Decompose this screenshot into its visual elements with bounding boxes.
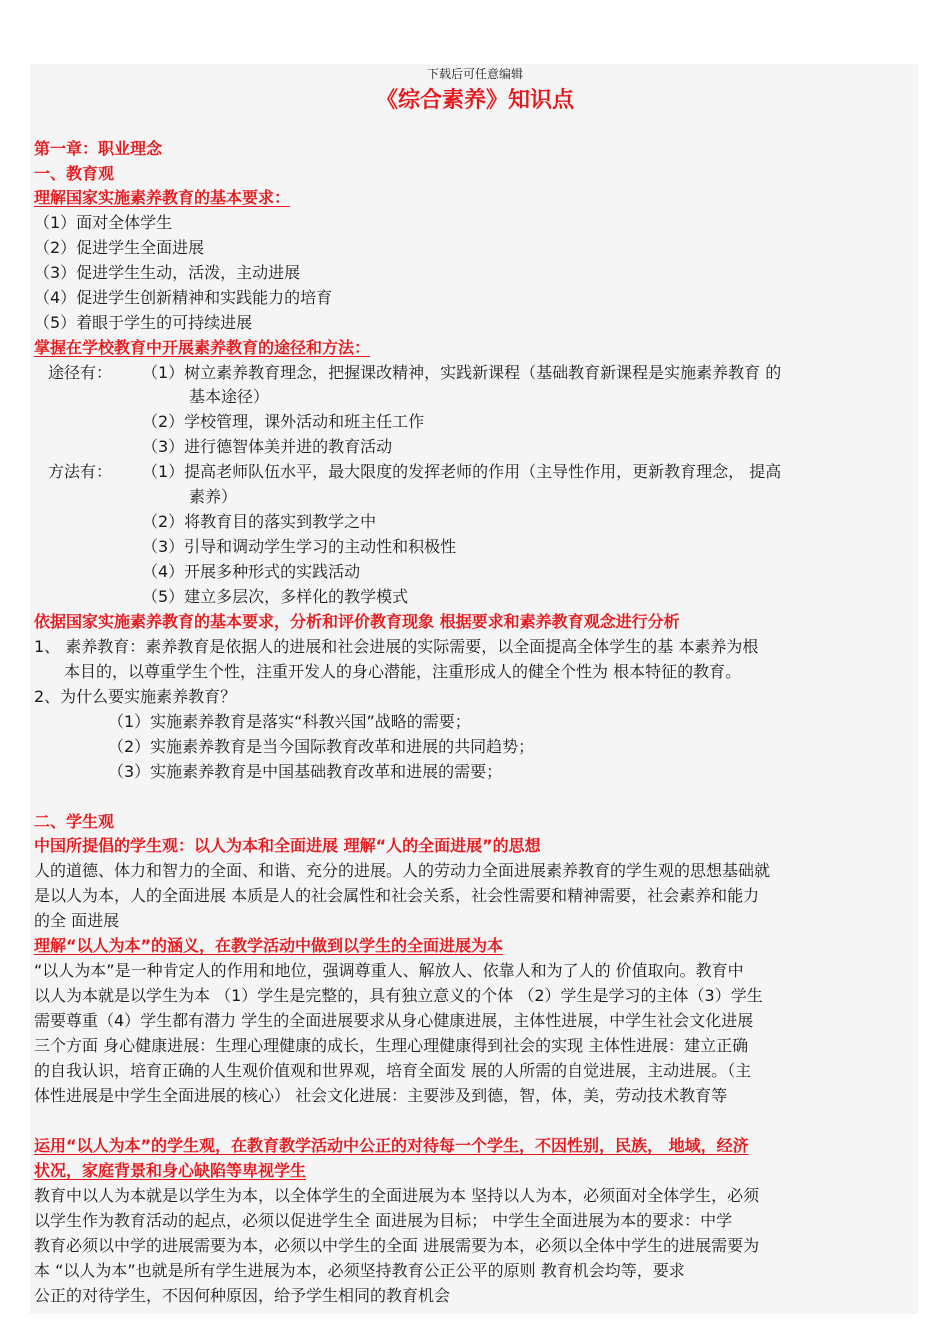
- list-item: （3）促进学生生动，活泼，主动进展: [34, 263, 301, 282]
- list-item: （1）实施素养教育是落实“科教兴国”战略的需要；: [108, 712, 471, 731]
- paragraph-line: 教育必须以中学的进展需要为本，必须以中学生的全面 进展需要为本，必须以全体中学生的进展需要为: [34, 1236, 760, 1255]
- paragraph-line: 公正的对待学生，不因何种原因，给予学生相同的教育机会: [34, 1286, 451, 1305]
- paragraph-line: 教育中以人为本就是以学生为本，以全体学生的全面进展为本 坚持以人为本，必须面对全体学生，必须: [34, 1186, 760, 1205]
- paragraph-line: “以人为本”是一种肯定人的作用和地位，强调尊重人、解放人、依靠人和为了人的 价值取向。教育中: [34, 961, 744, 980]
- paragraph-line: 1、 素养教育：素养教育是依据人的进展和社会进展的实际需要，以全面提高全体学生的基 本素养为根: [34, 637, 759, 656]
- list-item: （2）实施素养教育是当今国际教育改革和进展的共同趋势；: [108, 737, 535, 756]
- paragraph-line: 本 “以人为本”也就是所有学生进展为本，必须坚持教育公正公平的原则 教育机会均等，要求: [34, 1261, 685, 1280]
- paragraph-line: 需要尊重（4）学生都有潜力 学生的全面进展要求从身心健康进展，主体性进展，中学生社会文化进展: [34, 1011, 754, 1030]
- section-heading-student-view: 二、学生观: [34, 812, 115, 831]
- paragraph-line: 体性进展是中学生全面进展的核心） 社会文化进展：主要涉及到德，智，体，美，劳动技术教育等: [34, 1086, 728, 1105]
- paragraph-line: 本目的，以尊重学生个性，注重开发人的身心潜能，注重形成人的健全个性为 根本特征的教育。: [64, 662, 742, 681]
- subheading-basic-requirements: 理解国家实施素养教育的基本要求：: [34, 188, 291, 207]
- subheading-analysis: 依据国家实施素养教育的基本要求，分析和评价教育现象 根据要求和素养教育观念进行分析: [34, 612, 680, 631]
- subheading-fair-treatment-continued: 状况，家庭背景和身心缺陷等卑视学生: [34, 1161, 307, 1180]
- list-item-continued: 基本途径）: [189, 387, 270, 406]
- list-item: （3）实施素养教育是中国基础教育改革和进展的需要；: [108, 762, 503, 781]
- list-item: （5）建立多层次，多样化的教学模式: [142, 587, 409, 606]
- list-item-continued: 素养）: [189, 487, 238, 506]
- list-item: （2）将教育目的落实到教学之中: [142, 512, 377, 531]
- question-heading: 2、为什么要实施素养教育？: [34, 687, 237, 706]
- list-item: （1）树立素养教育理念，把握课改精神，实践新课程（基础教育新课程是实施素养教育 的: [142, 363, 782, 382]
- subheading-ways-methods: 掌握在学校教育中开展素养教育的途径和方法：: [34, 338, 371, 357]
- ways-label: 途径有：: [48, 363, 113, 382]
- paragraph-line: 人的道德、体力和智力的全面、和谐、充分的进展。人的劳动力全面进展素养教育的学生观的思想基础就: [34, 861, 771, 880]
- paragraph-line: 以人为本就是以学生为本 （1）学生是完整的，具有独立意义的个体 （2）学生是学习的主体（3）学生: [34, 986, 763, 1005]
- subheading-fair-treatment: 运用“以人为本”的学生观，在教育教学活动中公正的对待每一个学生，不因性别，民族， 地域，经济: [34, 1136, 749, 1155]
- paragraph-line: 三个方面 身心健康进展：生理心理健康的成长，生理心理健康得到社会的实现 主体性进展：建立正确: [34, 1036, 749, 1055]
- download-note: 下载后可任意编辑: [426, 67, 523, 81]
- subheading-people-oriented: 理解“以人为本”的涵义，在教学活动中做到以学生的全面进展为本: [34, 936, 504, 955]
- list-item: （1）提高老师队伍水平，最大限度的发挥老师的作用（主导性作用，更新教育理念， 提高: [142, 462, 782, 481]
- section-heading-education-view: 一、教育观: [34, 164, 115, 183]
- list-item: （2）促进学生全面进展: [34, 238, 205, 257]
- page-title: 《综合素养》知识点: [375, 88, 574, 113]
- list-item: （4）开展多种形式的实践活动: [142, 562, 361, 581]
- chapter-heading: 第一章：职业理念: [34, 139, 163, 158]
- list-item: （5）着眼于学生的可持续进展: [34, 313, 253, 332]
- subheading-student-view: 中国所提倡的学生观：以人为本和全面进展 理解“人的全面进展”的思想: [34, 836, 541, 855]
- paragraph-line: 是以人为本，人的全面进展 本质是人的社会属性和社会关系，社会性需要和精神需要，社会素养和能力: [34, 886, 760, 905]
- paragraph-line: 的自我认识，培育正确的人生观价值观和世界观，培育全面发 展的人所需的自觉进展，主动进展。（主: [34, 1061, 752, 1080]
- paragraph-line: 的全 面进展: [34, 911, 120, 930]
- list-item: （4）促进学生创新精神和实践能力的培育: [34, 288, 333, 307]
- list-item: （3）引导和调动学生学习的主动性和积极性: [142, 537, 457, 556]
- list-item: （3）进行德智体美并进的教育活动: [142, 437, 393, 456]
- list-item: （1）面对全体学生: [34, 213, 173, 232]
- methods-label: 方法有：: [48, 462, 113, 481]
- paragraph-line: 以学生作为教育活动的起点，必须以促进学生全 面进展为目标； 中学生全面进展为本的要求：中学: [34, 1211, 733, 1230]
- list-item: （2）学校管理，课外活动和班主任工作: [142, 412, 425, 431]
